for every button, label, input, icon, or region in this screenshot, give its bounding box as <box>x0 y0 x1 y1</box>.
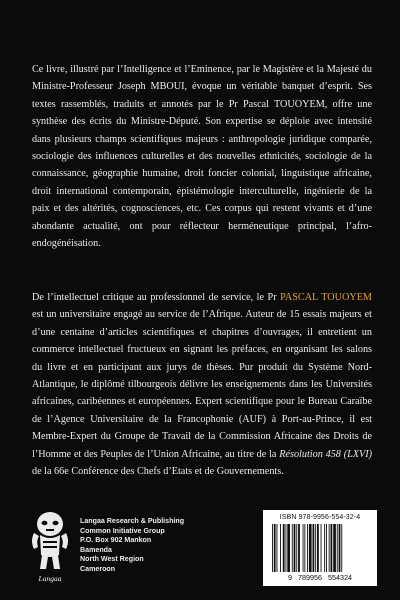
book-description-paragraph: Ce livre, illustré par l’Intelligence et l’Eminence, par le Magistère et la Majesté du Ministre-Professeur Joseph MBOUI, évoque un véritable banquet d’esprit. Ses textes rassemblés, traduits et annotés par le Pr Pascal TOUOYEM, offre une synthèse des écrits du Ministre-Député. Son expertise se déploie avec intensité dans plusieurs champs scientifiques majeurs : anthropologie juridique comparée, sociologie des influences culturelles et des nouvelles ethnicités, sociologie de la connaissance, géographie humaine, droit foncier colonial, linguistique africaine, droit international contemporain, épistémologie interculturelle, ingénierie de la paix et des altérités, cognosciences, etc. Ces corpus qui restent vivants et d’une abondante actualité, ont pour réflecteur herméneutique principal, l’afro-endogénéisation. <box>32 64 372 250</box>
publisher-line: Common Initiative Group <box>80 526 165 535</box>
isbn-label: ISBN 978-9956-554-32-4 <box>279 514 361 521</box>
barcode-digit-group: 554324 <box>328 573 352 582</box>
resolution-reference: Résolution 458 (LXVI) <box>279 448 372 460</box>
author-biography-paragraph <box>32 289 372 480</box>
isbn-barcode-block <box>263 510 377 586</box>
barcode-digit-group: 789956 <box>298 573 322 582</box>
barcode-digit-group: 9 <box>288 573 293 582</box>
author-name: PASCAL TOUOYEM <box>280 292 372 303</box>
bio-ending-text: de la 66e Conférence des Chefs d’Etats et de Gouvernements. <box>32 466 284 478</box>
barcode-digits <box>263 573 377 582</box>
publisher-line: P.O. Box 902 Mankon <box>80 536 152 545</box>
publisher-line: Cameroon <box>80 564 116 573</box>
publisher-address <box>80 517 184 575</box>
publisher-line: Langaa Research & Publishing <box>80 517 185 525</box>
bio-body-text: est un universitaire engagé au service de l’Afrique. Auteur de 15 essais majeurs et d’une centaine d’articles scientifiques et chapitres d’ouvrages, il entretient un commerce intellectuel fructueux en signant les préfaces, en organisant les salons du livre et en participant aux jurys de thèses. Pur produit du Système Nord-Atlantique, le diplômé tilbourgeois délivre les enseignements dans les Universités africaines, caribéennes et européennes. Expert scientifique pour le Bureau Caraïbe de l’Agence Universitaire de la Francophonie (AUF) à Port-au-Prince, il est Membre-Expert du Groupe de Travail de la Commission Africaine des Droits de l’Homme et des Peuples de l’Union Africaine, au titre de la <box>32 309 372 460</box>
publisher-line: North West Region <box>80 555 144 564</box>
publisher-line: Bamenda <box>80 545 112 554</box>
bio-intro-text: De l’intellectuel critique au professionnel de service, le Pr <box>32 292 281 303</box>
barcode-icon <box>271 524 369 572</box>
publisher-logo-caption: Langaa <box>38 574 62 583</box>
